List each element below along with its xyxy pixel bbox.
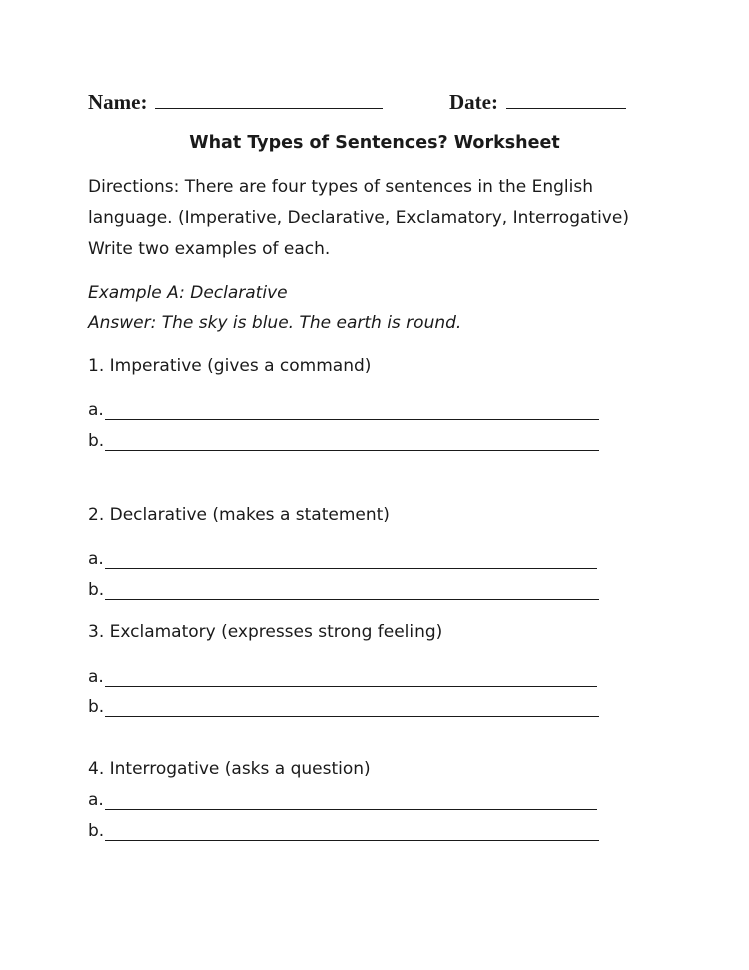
answer-a-line[interactable] (105, 793, 597, 810)
answer-a-line[interactable] (105, 670, 597, 687)
directions-line-3: Write two examples of each. (88, 239, 331, 259)
answer-b-label: b. (88, 580, 105, 600)
answer-b-label: b. (88, 821, 105, 841)
answer-b-line[interactable] (105, 583, 599, 600)
answer-b-line[interactable] (105, 434, 599, 451)
question-2-answer-a[interactable] (88, 549, 597, 569)
answer-a-line[interactable] (105, 552, 597, 569)
question-1-answer-b[interactable] (88, 431, 599, 451)
name-field[interactable] (88, 88, 383, 115)
answer-a-label: a. (88, 667, 104, 687)
question-2-answer-b[interactable] (88, 580, 599, 600)
name-blank-line[interactable] (155, 88, 383, 109)
question-1-answer-a[interactable] (88, 400, 599, 420)
answer-a-line[interactable] (105, 403, 599, 420)
question-3-answer-a[interactable] (88, 667, 597, 687)
example-label: Example A: Declarative (88, 283, 288, 303)
answer-b-line[interactable] (105, 824, 599, 841)
answer-b-label: b. (88, 431, 105, 451)
date-blank-line[interactable] (506, 88, 626, 109)
question-1-heading: 1. Imperative (gives a command) (88, 356, 372, 376)
question-4-heading: 4. Interrogative (asks a question) (88, 759, 371, 779)
directions-line-1: Directions: There are four types of sentences in the English (88, 177, 594, 197)
question-3-answer-b[interactable] (88, 697, 599, 717)
date-field[interactable] (449, 88, 626, 115)
answer-a-label: a. (88, 400, 104, 420)
question-4-answer-a[interactable] (88, 790, 597, 810)
answer-b-label: b. (88, 697, 105, 717)
question-3-heading: 3. Exclamatory (expresses strong feeling) (88, 622, 443, 642)
question-4-answer-b[interactable] (88, 821, 599, 841)
example-answer: Answer: The sky is blue. The earth is round. (88, 313, 462, 333)
worksheet-title: What Types of Sentences? Worksheet (189, 133, 560, 153)
question-2-heading: 2. Declarative (makes a statement) (88, 505, 390, 525)
answer-b-line[interactable] (105, 700, 599, 717)
name-label: Name: (88, 90, 148, 114)
directions-line-2: language. (Imperative, Declarative, Exclamatory, Interrogative) (88, 208, 629, 228)
answer-a-label: a. (88, 549, 104, 569)
answer-a-label: a. (88, 790, 104, 810)
date-label: Date: (449, 90, 498, 114)
